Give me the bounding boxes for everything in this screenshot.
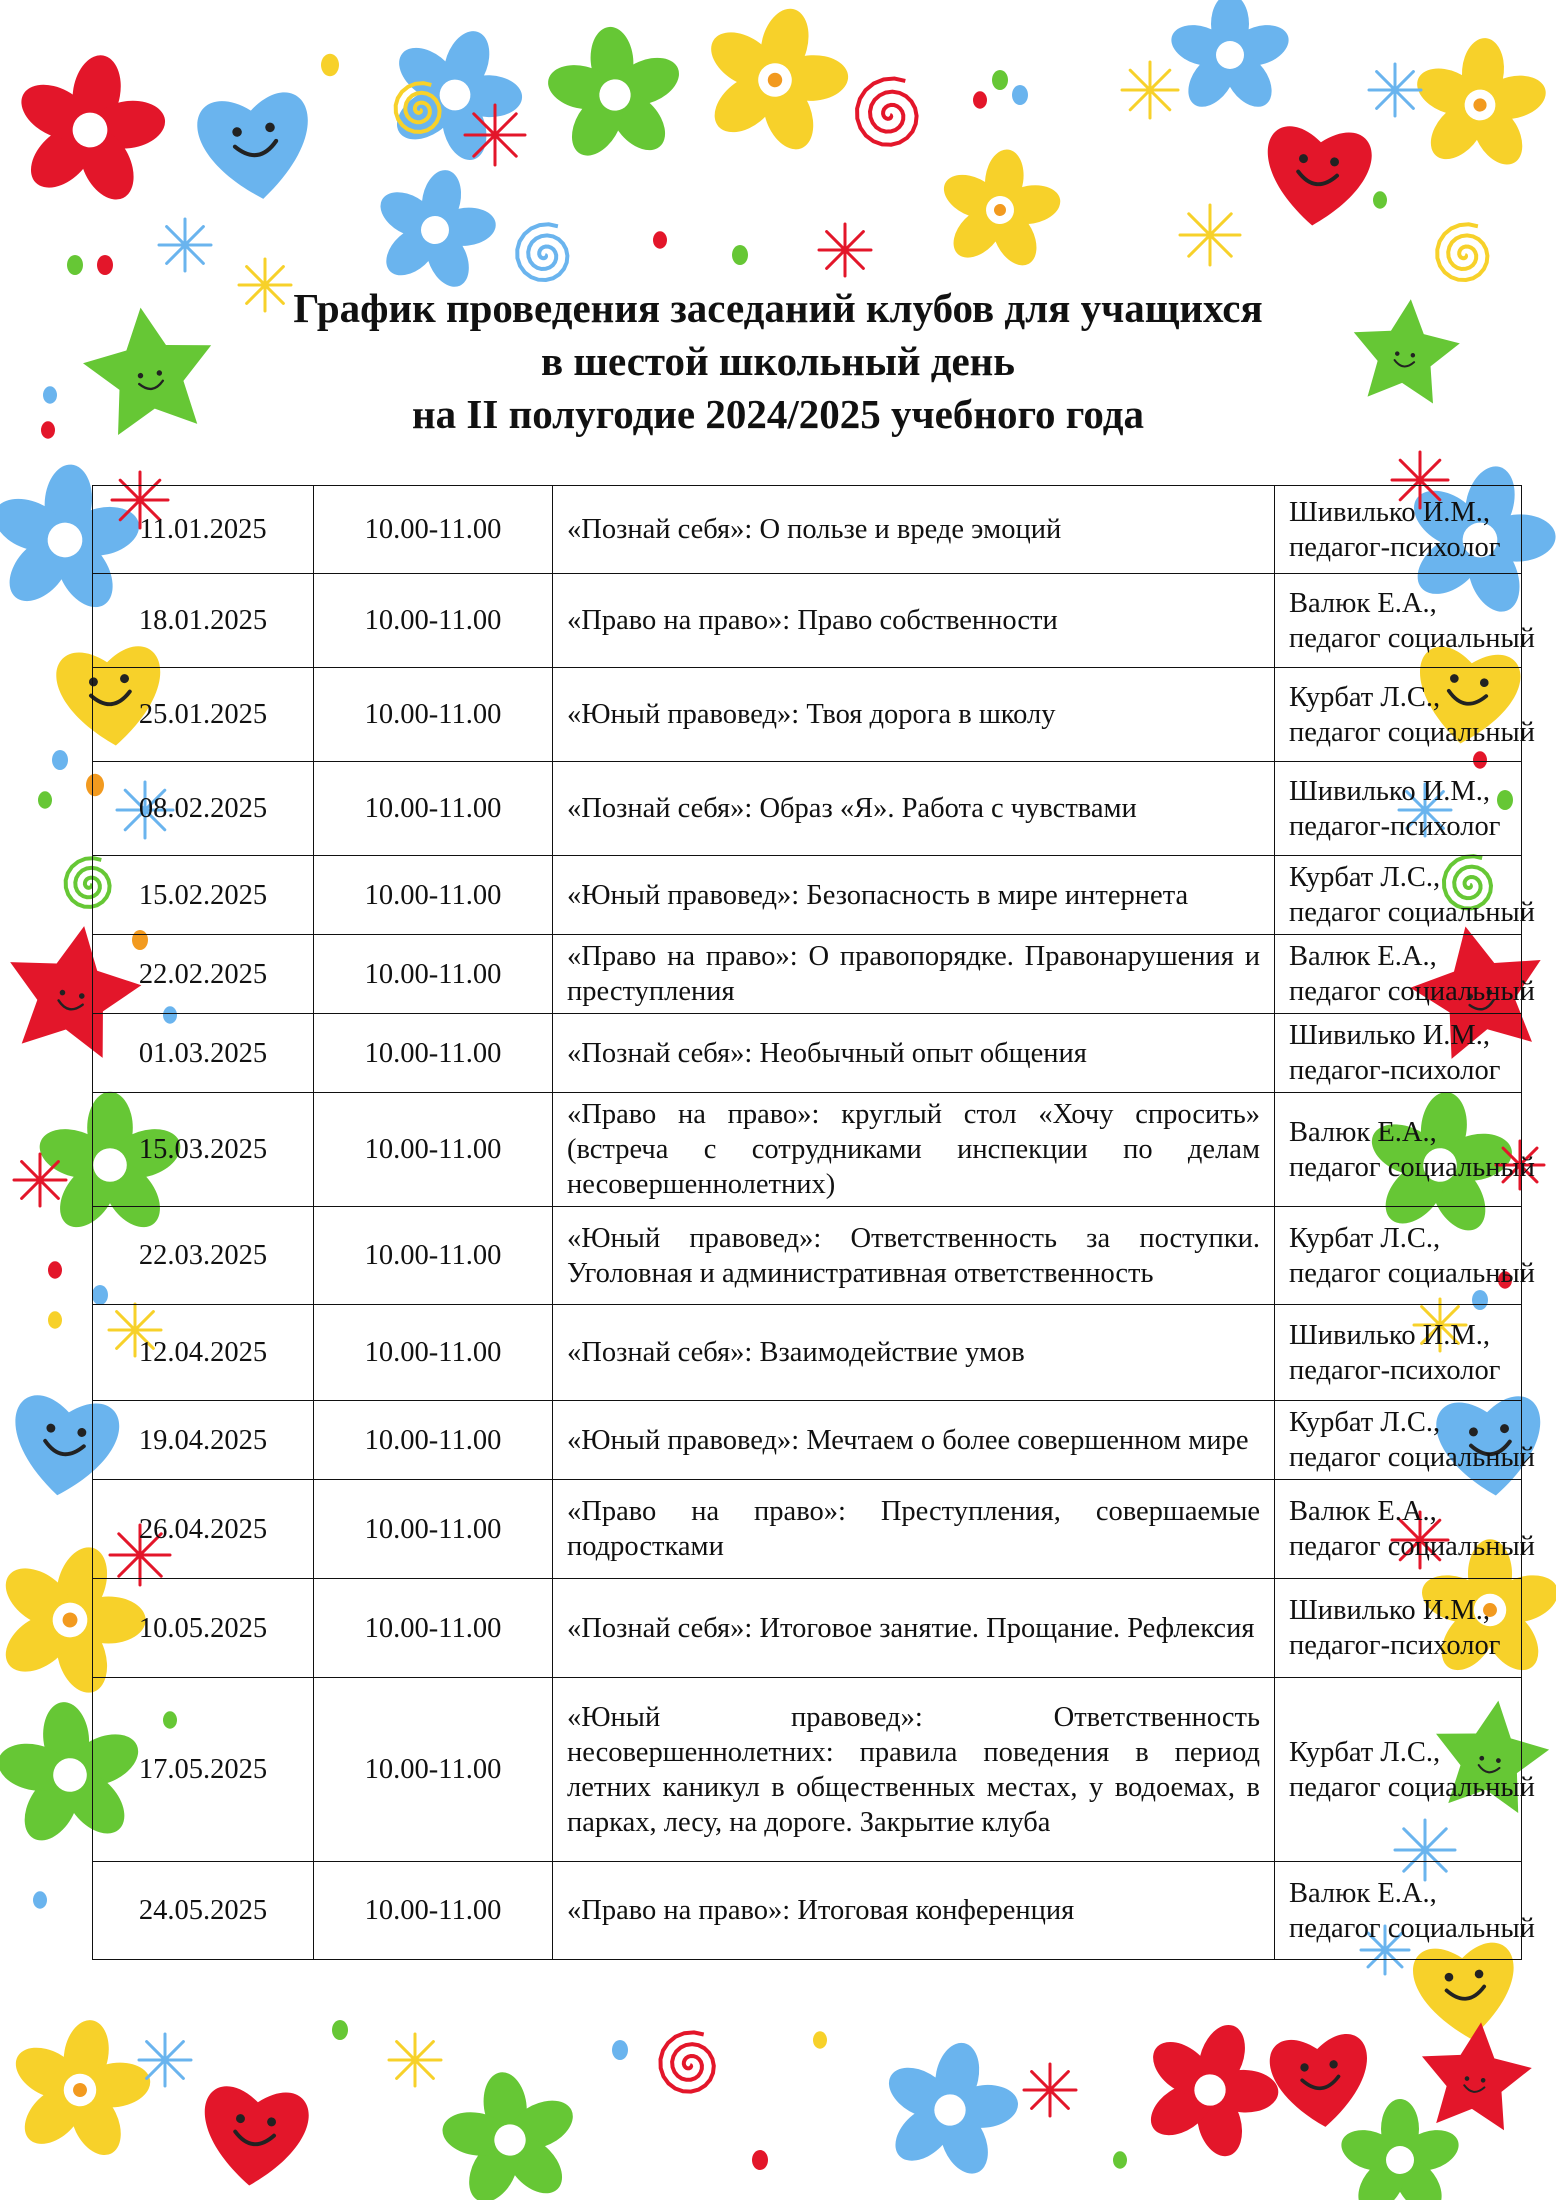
responsible-name: Шивилько И.М., (1289, 1319, 1491, 1351)
sparkle-icon (159, 219, 211, 271)
table-row (93, 668, 1522, 762)
session-topic: «Юный правовед»: Мечтаем о более совершенном мире (553, 1401, 1275, 1480)
responsible-role: педагог социальный (1289, 976, 1535, 1007)
session-date: 24.05.2025 (93, 1862, 314, 1960)
flower-icon (0, 2007, 165, 2172)
title-line-3: на II полугодие 2024/2025 учебного года (412, 391, 1144, 437)
session-responsible (1275, 486, 1522, 574)
table-row (93, 1579, 1522, 1678)
table-row (93, 1093, 1522, 1207)
dot-icon (48, 1261, 62, 1279)
session-responsible (1275, 856, 1535, 935)
session-topic: «Юный правовед»: Ответственность за поступки. Уголовная и административная ответственность (553, 1207, 1275, 1305)
flower-icon (1166, 0, 1294, 116)
sparkle-icon (1122, 62, 1178, 118)
session-time: 10.00-11.00 (314, 1678, 553, 1862)
dot-icon (973, 91, 987, 109)
session-time: 10.00-11.00 (314, 668, 553, 762)
session-topic: «Познай себя»: Образ «Я». Работа с чувствами (553, 762, 1275, 856)
schedule-table-body (93, 486, 1535, 1960)
session-date: 10.05.2025 (93, 1579, 314, 1678)
session-topic: «Право на право»: круглый стол «Хочу спросить» (встреча с сотрудниками инспекции по делам несовершеннолетних) (553, 1093, 1275, 1207)
session-time: 10.00-11.00 (314, 486, 553, 574)
heart-icon (1268, 2032, 1374, 2132)
table-row (93, 935, 1522, 1014)
table-row (93, 1480, 1522, 1579)
session-topic: «Познай себя»: Итоговое занятие. Прощание. Рефлексия (553, 1579, 1275, 1678)
session-topic: «Познай себя»: Необычный опыт общения (553, 1014, 1275, 1093)
session-date: 08.02.2025 (93, 762, 314, 856)
session-responsible (1275, 574, 1535, 668)
session-responsible (1275, 1305, 1522, 1401)
session-responsible (1275, 668, 1535, 762)
responsible-name: Валюк Е.А., (1289, 587, 1437, 619)
table-row (93, 1207, 1522, 1305)
responsible-name: Шивилько И.М., (1289, 496, 1491, 528)
session-time: 10.00-11.00 (314, 856, 553, 935)
table-row (93, 1401, 1522, 1480)
dot-icon (612, 2040, 628, 2060)
responsible-role: педагог социальный (1289, 1442, 1535, 1473)
responsible-role: педагог социальный (1289, 1531, 1535, 1562)
session-time: 10.00-11.00 (314, 1579, 553, 1678)
responsible-name: Валюк Е.А., (1289, 1496, 1437, 1527)
dot-icon (752, 2150, 768, 2170)
sparkle-icon (389, 2034, 441, 2086)
dot-icon (1113, 2151, 1127, 2169)
session-responsible (1275, 1401, 1535, 1480)
responsible-role: педагог социальный (1289, 622, 1535, 654)
table-row (93, 856, 1522, 935)
responsible-role: педагог социальный (1289, 1151, 1535, 1183)
responsible-name: Курбат Л.С., (1289, 1222, 1441, 1254)
session-date: 22.03.2025 (93, 1207, 314, 1305)
session-date: 11.01.2025 (93, 486, 314, 574)
heart-icon (197, 2084, 311, 2191)
responsible-role: педагог-психолог (1289, 1630, 1501, 1661)
session-responsible (1275, 1093, 1535, 1207)
session-time: 10.00-11.00 (314, 1207, 553, 1305)
dot-icon (33, 1891, 47, 1909)
session-date: 17.05.2025 (93, 1678, 314, 1862)
session-responsible (1275, 1014, 1522, 1093)
responsible-name: Шивилько И.М., (1289, 1020, 1491, 1051)
sparkle-icon (1180, 205, 1240, 265)
session-responsible (1275, 1480, 1535, 1579)
spiral-icon (661, 2032, 714, 2091)
session-time: 10.00-11.00 (314, 1480, 553, 1579)
session-time: 10.00-11.00 (314, 1862, 553, 1960)
heart-icon (1260, 124, 1374, 231)
spiral-icon (1437, 224, 1487, 280)
session-date: 26.04.2025 (93, 1480, 314, 1579)
flower-icon (928, 141, 1071, 279)
responsible-role: педагог социальный (1289, 716, 1535, 748)
flower-icon (1120, 2001, 1301, 2178)
session-date: 25.01.2025 (93, 668, 314, 762)
responsible-name: Курбат Л.С., (1289, 681, 1441, 713)
responsible-role: педагог социальный (1289, 1771, 1535, 1803)
session-date: 12.04.2025 (93, 1305, 314, 1401)
sparkle-icon (1369, 64, 1421, 116)
dot-icon (992, 70, 1008, 90)
session-responsible (1275, 1678, 1535, 1862)
responsible-name: Курбат Л.С., (1289, 1736, 1441, 1768)
session-time: 10.00-11.00 (314, 762, 553, 856)
session-topic: «Юный правовед»: Твоя дорога в школу (553, 668, 1275, 762)
dot-icon (332, 2020, 348, 2040)
session-time: 10.00-11.00 (314, 574, 553, 668)
table-row (93, 1014, 1522, 1093)
session-responsible (1275, 1579, 1522, 1678)
session-time: 10.00-11.00 (314, 1093, 553, 1207)
session-time: 10.00-11.00 (314, 935, 553, 1014)
responsible-name: Валюк Е.А., (1289, 941, 1437, 972)
responsible-role: педагог социальный (1289, 897, 1535, 928)
sparkle-icon (139, 2034, 191, 2086)
responsible-role: педагог-психолог (1289, 1354, 1501, 1386)
session-date: 22.02.2025 (93, 935, 314, 1014)
responsible-role: педагог социальный (1289, 1257, 1535, 1289)
dot-icon (813, 2031, 827, 2049)
dot-icon (1373, 191, 1387, 209)
responsible-name: Шивилько И.М., (1289, 775, 1491, 807)
session-time: 10.00-11.00 (314, 1014, 553, 1093)
page-title (0, 282, 1556, 441)
flower-icon (1404, 32, 1556, 177)
flower-icon (538, 21, 692, 169)
responsible-role: педагог-психолог (1289, 810, 1501, 842)
schedule-table (92, 485, 1535, 1960)
responsible-name: Валюк Е.А., (1289, 1877, 1437, 1909)
session-topic: «Познай себя»: О пользе и вреде эмоций (553, 486, 1275, 574)
table-row (93, 1862, 1522, 1960)
title-line-2: в шестой школьный день (541, 338, 1015, 384)
dot-icon (1012, 85, 1028, 105)
flower-icon (682, 0, 868, 170)
sparkle-icon (465, 105, 525, 165)
sparkle-icon (14, 1154, 66, 1206)
session-responsible (1275, 935, 1535, 1014)
session-topic: «Юный правовед»: Безопасность в мире интернета (553, 856, 1275, 935)
table-row (93, 762, 1522, 856)
responsible-name: Шивилько И.М., (1289, 1595, 1491, 1626)
responsible-name: Валюк Е.А., (1289, 1116, 1437, 1148)
responsible-name: Курбат Л.С., (1289, 862, 1441, 893)
title-line-1: График проведения заседаний клубов для учащихся (293, 285, 1263, 331)
responsible-name: Курбат Л.С., (1289, 1407, 1441, 1438)
dot-icon (48, 1311, 62, 1329)
sparkle-icon (819, 224, 871, 276)
session-date: 19.04.2025 (93, 1401, 314, 1480)
session-topic: «Право на право»: О правопорядке. Правонарушения и преступления (553, 935, 1275, 1014)
flower-icon (360, 157, 510, 302)
session-responsible (1275, 1862, 1535, 1960)
sparkle-icon (1024, 2064, 1076, 2116)
table-row (93, 1678, 1522, 1862)
session-responsible (1275, 762, 1522, 856)
session-time: 10.00-11.00 (314, 1305, 553, 1401)
session-time: 10.00-11.00 (314, 1401, 553, 1480)
table-row (93, 1305, 1522, 1401)
flower-icon (430, 2062, 591, 2200)
spiral-icon (517, 224, 567, 280)
session-date: 01.03.2025 (93, 1014, 314, 1093)
dot-icon (321, 54, 339, 77)
dot-icon (653, 231, 667, 249)
dot-icon (38, 791, 52, 809)
session-topic: «Право на право»: Право собственности (553, 574, 1275, 668)
responsible-role: педагог-психолог (1289, 1055, 1501, 1086)
session-topic: «Право на право»: Преступления, совершаемые подростками (553, 1480, 1275, 1579)
session-topic: «Юный правовед»: Ответственность несовершеннолетних: правила поведения в период летних каникул в общественных местах, у водоемах, в парках, лесу, на дороге. Закрытие клуба (553, 1678, 1275, 1862)
session-date: 15.03.2025 (93, 1093, 314, 1207)
dot-icon (67, 255, 83, 275)
table-row (93, 574, 1522, 668)
dot-icon (732, 245, 748, 265)
session-topic: «Право на право»: Итоговая конференция (553, 1862, 1275, 1960)
responsible-role: педагог-психолог (1289, 531, 1501, 563)
session-topic: «Познай себя»: Взаимодействие умов (553, 1305, 1275, 1401)
flower-icon (0, 42, 181, 218)
session-responsible (1275, 1207, 1535, 1305)
heart-icon (194, 89, 318, 206)
flower-icon (866, 2028, 1034, 2191)
session-date: 15.02.2025 (93, 856, 314, 935)
star-icon (1415, 2017, 1536, 2133)
table-row (93, 486, 1522, 574)
dot-icon (97, 255, 113, 275)
spiral-icon (857, 79, 917, 145)
session-date: 18.01.2025 (93, 574, 314, 668)
dot-icon (52, 750, 68, 770)
responsible-role: педагог социальный (1289, 1912, 1535, 1944)
